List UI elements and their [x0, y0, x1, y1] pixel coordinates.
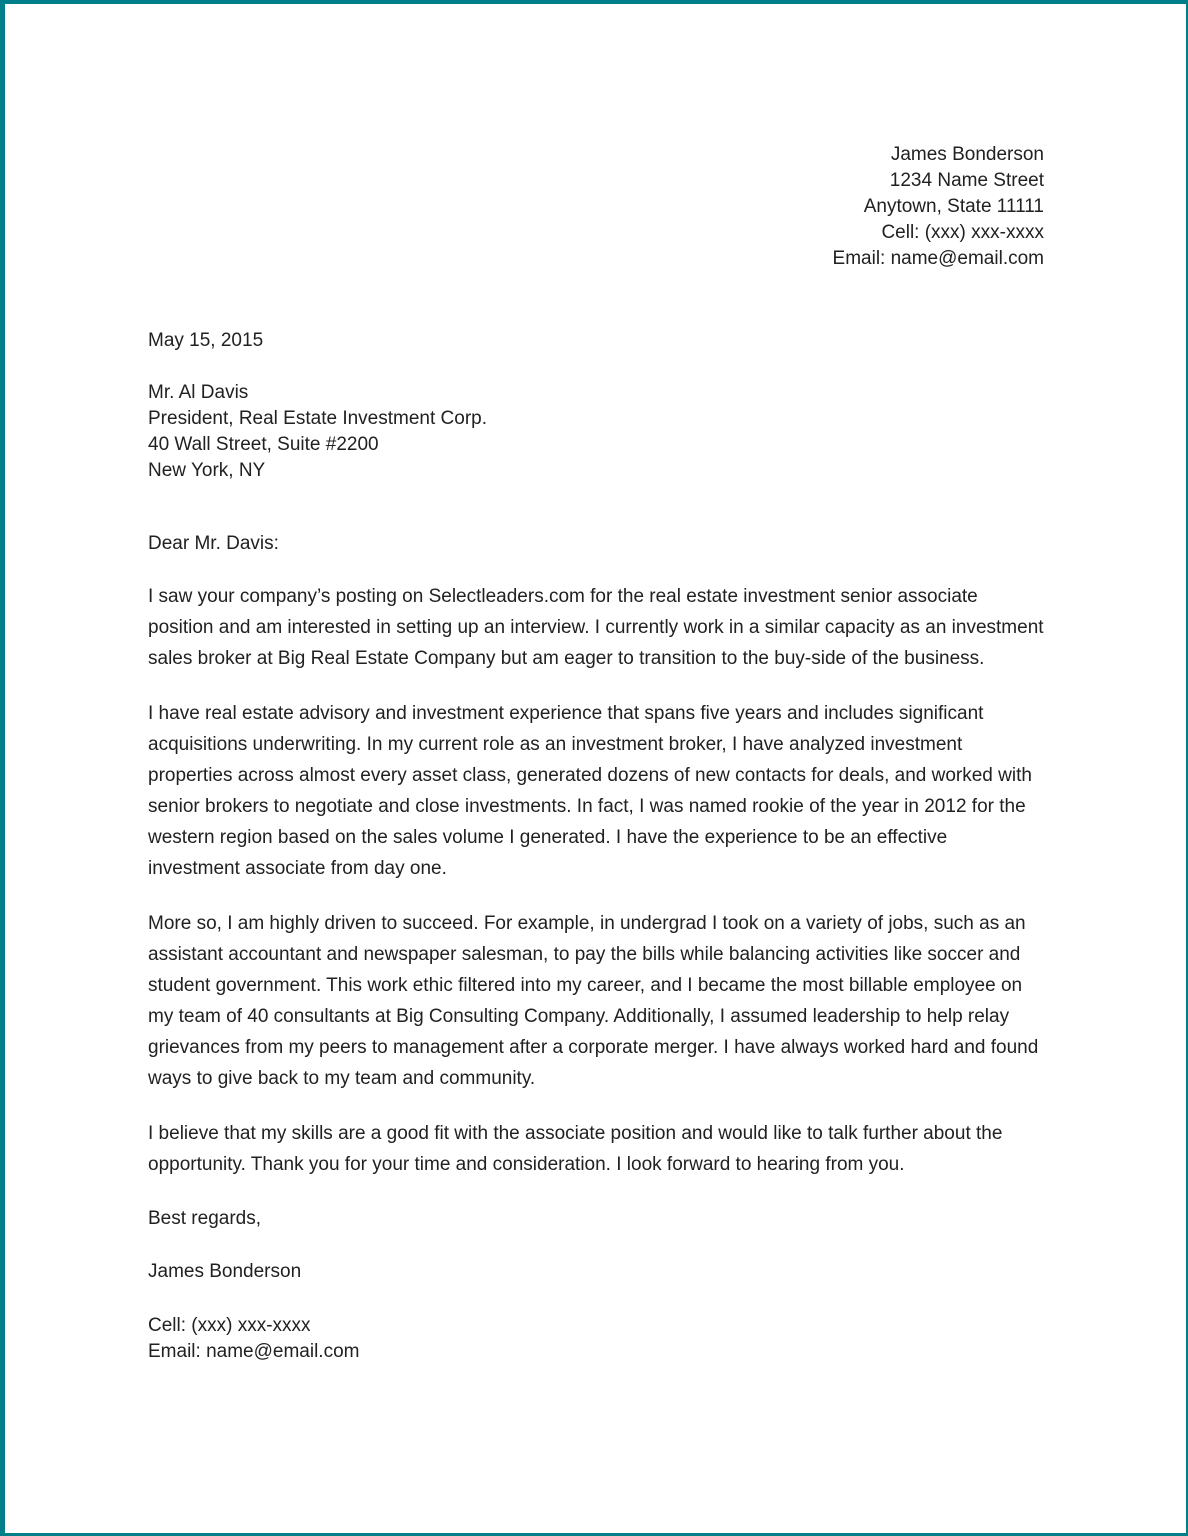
- sender-email: Email: name@email.com: [832, 248, 1044, 269]
- recipient-title: President, Real Estate Investment Corp.: [148, 408, 487, 429]
- sender-street: 1234 Name Street: [889, 170, 1044, 191]
- letter-content: [5, 4, 1186, 1365]
- recipient-street: 40 Wall Street, Suite #2200: [148, 434, 379, 455]
- closing-email: Email: name@email.com: [148, 1341, 360, 1362]
- recipient-address-block: [148, 380, 1044, 484]
- salutation: Dear Mr. Davis:: [148, 533, 279, 554]
- sender-address-block: [148, 142, 1044, 272]
- recipient-name: Mr. Al Davis: [148, 382, 249, 403]
- body-paragraph-4: I believe that my skills are a good fit with the associate position and would like to talk further about the opportunity. Thank you for your time and consideration. I look forward to hearing from you.: [148, 1123, 1003, 1175]
- closing-cell: Cell: (xxx) xxx-xxxx: [148, 1315, 311, 1336]
- body-paragraph-1: I saw your company’s posting on Selectleaders.com for the real estate investment senior associate position and am interested in setting up an interview. I currently work in a similar capacity as an investment sales broker at Big Real Estate Company but am eager to transition to the buy-side of the business.: [148, 586, 1044, 669]
- sender-city-state-zip: Anytown, State 11111: [863, 196, 1044, 217]
- valediction: Best regards,: [148, 1208, 261, 1229]
- signature-name: James Bonderson: [148, 1261, 302, 1282]
- sender-cell: Cell: (xxx) xxx-xxxx: [881, 222, 1044, 243]
- body-paragraph-3: More so, I am highly driven to succeed. For example, in undergrad I took on a variety of jobs, such as an assistant accountant and newspaper salesman, to pay the bills while balancing activities like soccer and student government. This work ethic filtered into my career, and I became the most billable employee on my team of 40 consultants at Big Consulting Company. Additionally, I assumed leadership to help relay grievances from my peers to management after a corporate merger. I have always worked hard and found ways to give back to my team and community.: [148, 913, 1039, 1089]
- sender-name: James Bonderson: [890, 144, 1044, 165]
- closing-contact-block: [148, 1313, 1044, 1365]
- recipient-city: New York, NY: [148, 460, 266, 481]
- body-paragraph-2: I have real estate advisory and investment experience that spans five years and includes significant acquisitions underwriting. In my current role as an investment broker, I have analyzed investment properties across almost every asset class, generated dozens of new contacts for deals, and worked with senior brokers to negotiate and close investments. In fact, I was named rookie of the year in 2012 for the western region based on the sales volume I generated. I have the experience to be an effective investment associate from day one.: [148, 703, 1032, 879]
- letter-date: May 15, 2015: [148, 330, 264, 351]
